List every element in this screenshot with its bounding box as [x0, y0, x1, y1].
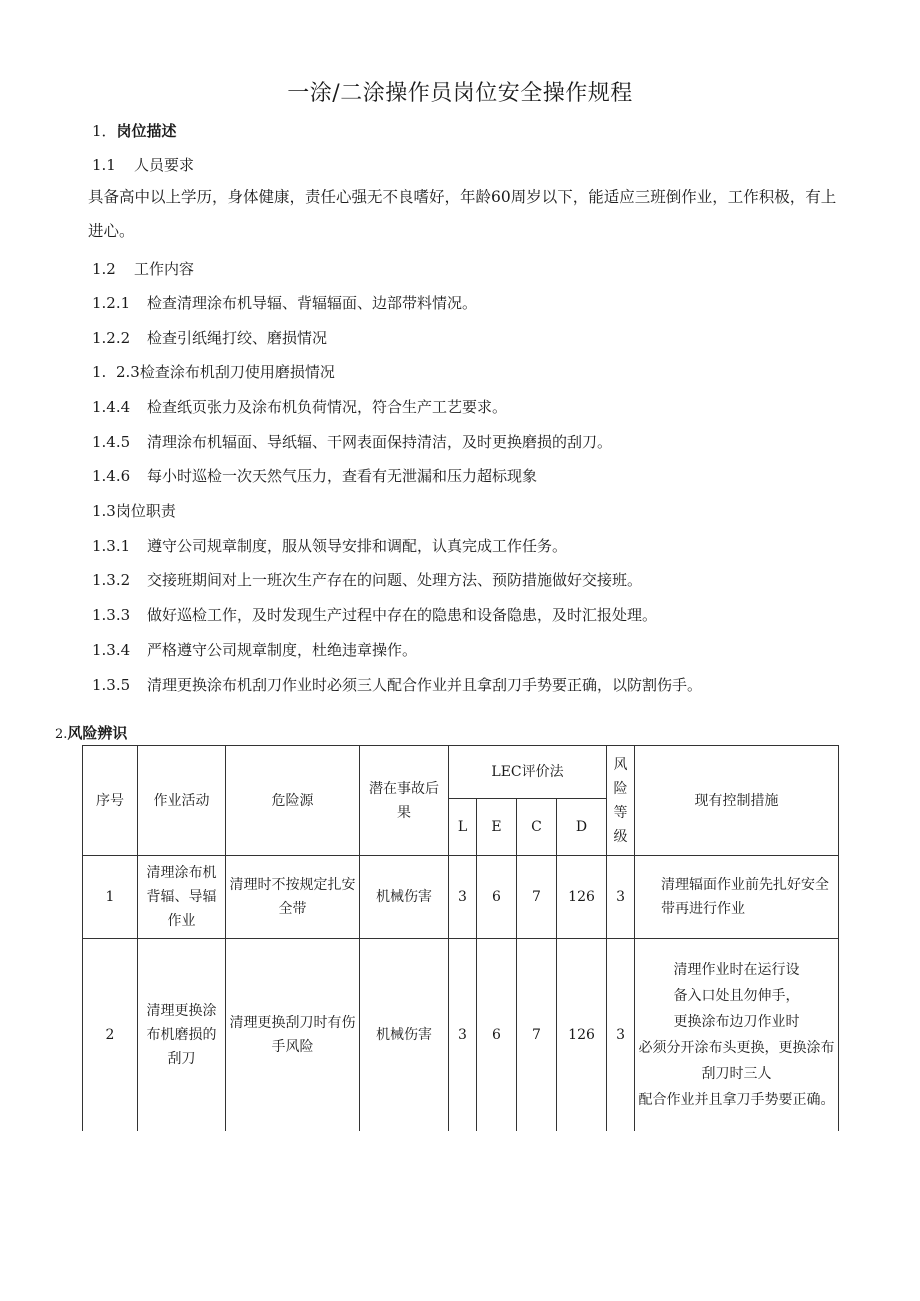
item-number: 1.4.5: [92, 433, 131, 451]
list-item: [92, 432, 612, 452]
item-number: 1.3.3: [92, 606, 131, 624]
item-number: 1.3.4: [92, 641, 131, 659]
measure-line: 更换涂布边刀作业时: [673, 1013, 800, 1030]
header-measures: 现有控制措施: [635, 746, 839, 856]
risk-table: [82, 745, 839, 1131]
section1-title: 岗位描述: [116, 122, 177, 140]
item-text: 检查清理涂布机导辐、背辐辐面、边部带料情况。: [147, 294, 478, 312]
header-lec: LEC评价法: [449, 746, 607, 799]
item-number: 1.3.5: [92, 676, 131, 694]
cell-activity: 清理涂布机背辐、导辐作业: [138, 856, 226, 939]
measure-line: 备入口处且勿伸手，: [673, 987, 800, 1004]
list-item: [92, 293, 477, 313]
cell-seq: 1: [83, 856, 138, 939]
cell-E: 6: [477, 856, 517, 939]
header-L: L: [449, 799, 477, 856]
header-hazard: 危险源: [226, 746, 360, 856]
subsection-number: 1.2: [92, 260, 116, 278]
list-item: [92, 362, 335, 382]
cell-accident: 机械伤害: [360, 856, 449, 939]
list-item: [92, 675, 702, 695]
list-item: [92, 328, 327, 348]
item-number: 1.: [92, 363, 107, 381]
header-level: 风险等级: [607, 746, 635, 856]
cell-seq: 2: [83, 939, 138, 1131]
header-C: C: [517, 799, 557, 856]
cell-activity: 清理更换涂布机磨损的刮刀: [138, 939, 226, 1131]
header-accident: 潜在事故后果: [360, 746, 449, 856]
list-item: [92, 570, 642, 590]
cell-measures: 清理辐面作业前先扎好安全带再进行作业: [635, 856, 839, 939]
item-number: 1.4.4: [92, 398, 131, 416]
table-row: [83, 856, 839, 939]
subsection-title: 工作内容: [134, 260, 195, 278]
section1-heading: [92, 121, 177, 141]
page-title: 一涂/二涂操作员岗位安全操作规程: [287, 81, 633, 106]
subsection-title: 人员要求: [134, 156, 195, 174]
item-text: 做好巡检工作，及时发现生产过程中存在的隐患和设备隐患，及时汇报处理。: [147, 606, 658, 624]
item-text: 清理更换涂布机刮刀作业时必须三人配合作业并且拿刮刀手势要正确，以防割伤手。: [147, 676, 703, 694]
measure-line: 配合作业并且拿刀手势要正确。: [638, 1091, 835, 1108]
item-text: 严格遵守公司规章制度，杜绝违章操作。: [147, 641, 418, 659]
measure-line: 必须分开涂布头更换，更换涂布刮刀时三人: [638, 1039, 835, 1082]
cell-hazard: 清理更换刮刀时有伤手风险: [226, 939, 360, 1131]
section1-number: 1．: [92, 122, 117, 140]
item-text: 清理涂布机辐面、导纸辐、干网表面保持清洁，及时更换磨损的刮刀。: [147, 433, 613, 451]
personnel-requirements-text: 具备高中以上学历，身体健康，责任心强无不良嗜好，年龄60周岁以下，能适应三班倒作业，工作积极，有上进心。: [88, 188, 837, 240]
header-D: D: [557, 799, 607, 856]
list-item: [92, 605, 657, 625]
subsection-number: 1.1: [92, 156, 116, 174]
cell-hazard: 清理时不按规定扎安全带: [226, 856, 360, 939]
list-item: [92, 536, 567, 556]
section2-title: 风险辨识: [67, 724, 128, 742]
cell-accident: 机械伤害: [360, 939, 449, 1131]
item-text: 每小时巡检一次天然气压力，查看有无泄漏和压力超标现象: [147, 467, 538, 485]
item-text: 交接班期间对上一班次生产存在的问题、处理方法、预防措施做好交接班。: [147, 571, 643, 589]
list-item: [92, 397, 507, 417]
header-seq: 序号: [83, 746, 138, 856]
subsection-1-3-heading: 1.3岗位职责: [92, 502, 176, 520]
item-text: 遵守公司规章制度，服从领导安排和调配，认真完成工作任务。: [147, 537, 568, 555]
item-number: 1.4.6: [92, 467, 131, 485]
list-item: [92, 466, 537, 486]
table-row: [83, 939, 839, 1131]
item-number: 1.3.2: [92, 571, 131, 589]
cell-measures: [635, 939, 839, 1131]
header-activity: 作业活动: [138, 746, 226, 856]
cell-L: 3: [449, 856, 477, 939]
cell-D: 126: [557, 856, 607, 939]
section2-heading: [55, 723, 127, 745]
item-text: 检查纸页张力及涂布机负荷情况，符合生产工艺要求。: [147, 398, 508, 416]
subsection-1-1-heading: [92, 155, 194, 175]
list-item: [92, 640, 417, 660]
item-number: 1.3.1: [92, 537, 131, 555]
subsection-1-2-heading: [92, 259, 194, 279]
item-number: 1.2.1: [92, 294, 131, 312]
cell-level: 3: [607, 939, 635, 1131]
section2-number: 2.: [55, 727, 68, 742]
cell-C: 7: [517, 939, 557, 1131]
cell-D: 126: [557, 939, 607, 1131]
cell-C: 7: [517, 856, 557, 939]
item-number: 1.2.2: [92, 329, 131, 347]
cell-E: 6: [477, 939, 517, 1131]
item-text: 检查引纸绳打绞、磨损情况: [147, 329, 328, 347]
header-E: E: [477, 799, 517, 856]
measure-line: 清理作业时在运行设: [673, 961, 800, 978]
cell-L: 3: [449, 939, 477, 1131]
item-text: 2.3检查涂布机刮刀使用磨损情况: [116, 363, 335, 381]
table-header-row: [83, 746, 839, 799]
cell-level: 3: [607, 856, 635, 939]
